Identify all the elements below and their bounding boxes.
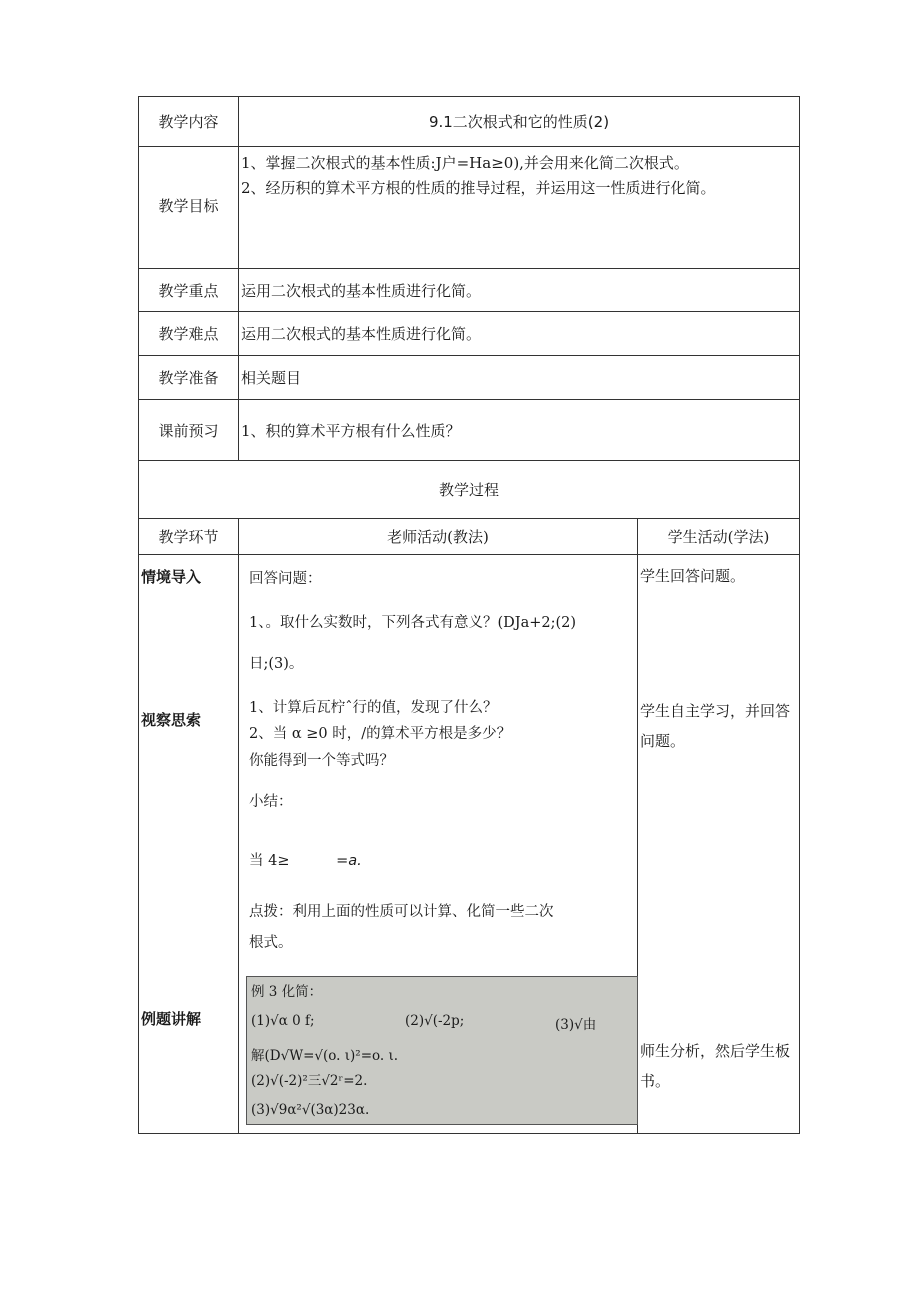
teacher-line-1: 回答问题： bbox=[249, 571, 322, 587]
stage-intro: 情境导入 bbox=[141, 568, 202, 586]
solution-line-1: 解(D√W=√(o. ι)²=o. ι. bbox=[251, 1048, 399, 1064]
difficulty-text: 运用二次根式的基本性质进行化简。 bbox=[239, 312, 800, 356]
student-column bbox=[638, 555, 800, 1134]
solution-line-3: (3)√9α²√(3α)23α. bbox=[251, 1102, 370, 1118]
example-title: 例 3 化简： bbox=[251, 984, 323, 1000]
content-label: 教学内容 bbox=[139, 97, 239, 147]
col-teacher-header: 老师活动(教法) bbox=[239, 519, 638, 555]
row-preparation bbox=[139, 356, 800, 400]
col-stage-header: 教学环节 bbox=[139, 519, 239, 555]
preview-label: 课前预习 bbox=[139, 400, 239, 461]
solution-line-2: (2)√(-2)²三√2ʳ=2. bbox=[251, 1073, 368, 1089]
process-title: 教学过程 bbox=[139, 461, 800, 519]
stage-column bbox=[139, 555, 239, 1134]
teacher-line-10: 根式。 bbox=[249, 935, 293, 951]
key-point-label: 教学重点 bbox=[139, 269, 239, 312]
row-difficulty bbox=[139, 312, 800, 356]
col-student-header: 学生活动(学法) bbox=[638, 519, 800, 555]
goals-label-text: 教学目标 bbox=[158, 197, 219, 215]
teacher-line-5: 2、当 α ≥0 时，/的算术平方根是多少？ bbox=[249, 726, 512, 742]
student-activity-3: 师生分析，然后学生板书。 bbox=[640, 1042, 791, 1090]
stage-example: 例题讲解 bbox=[141, 1010, 202, 1028]
preparation-text: 相关题目 bbox=[239, 356, 800, 400]
teacher-line-9: 点拨：利用上面的性质可以计算、化简一些二次 bbox=[249, 904, 554, 920]
summary-condition: 当 4≥ bbox=[249, 853, 290, 869]
difficulty-label: 教学难点 bbox=[139, 312, 239, 356]
example-item-3: (3)√由 bbox=[555, 1017, 597, 1033]
teacher-line-3: 日;(3)。 bbox=[249, 656, 304, 672]
example-item-1: (1)√α 0 f; bbox=[251, 1013, 315, 1029]
teacher-column bbox=[239, 555, 638, 1134]
row-content bbox=[139, 97, 800, 147]
summary-result: =a. bbox=[336, 853, 362, 869]
goal-item-1: 1、掌握二次根式的基本性质:J户=Ha≥0),并会用来化简二次根式。 bbox=[241, 154, 689, 172]
row-process-body bbox=[139, 555, 800, 1134]
preparation-label: 教学准备 bbox=[139, 356, 239, 400]
goal-item-2: 2、经历积的算术平方根的性质的推导过程，并运用这一性质进行化简。 bbox=[241, 179, 716, 197]
goals-label bbox=[139, 147, 239, 269]
lesson-plan-table bbox=[138, 96, 800, 1134]
goals-content bbox=[239, 147, 800, 269]
preview-text: 1、积的算术平方根有什么性质？ bbox=[239, 400, 800, 461]
teacher-line-7: 小结： bbox=[249, 794, 293, 810]
row-process-title bbox=[139, 461, 800, 519]
key-point-text: 运用二次根式的基本性质进行化简。 bbox=[239, 269, 800, 312]
row-process-header bbox=[139, 519, 800, 555]
student-activity-1: 学生回答问题。 bbox=[640, 567, 746, 585]
row-goals bbox=[139, 147, 800, 269]
student-activity-2: 学生自主学习，并回答问题。 bbox=[640, 702, 791, 750]
teacher-line-2: 1、。取什么实数时，下列各式有意义？(DJa+2;(2) bbox=[249, 615, 577, 631]
stage-observe: 视察思索 bbox=[141, 711, 202, 729]
row-preview bbox=[139, 400, 800, 461]
example-box bbox=[246, 976, 638, 1125]
teacher-line-8 bbox=[249, 849, 362, 870]
example-item-2: (2)√(-2p; bbox=[405, 1013, 465, 1029]
row-key-point bbox=[139, 269, 800, 312]
teacher-line-4: 1、计算后瓦柠ˆ行的值，发现了什么？ bbox=[249, 700, 498, 716]
teacher-line-6: 你能得到一个等式吗？ bbox=[249, 753, 394, 769]
lesson-title: 9.1二次根式和它的性质(2) bbox=[239, 97, 800, 147]
